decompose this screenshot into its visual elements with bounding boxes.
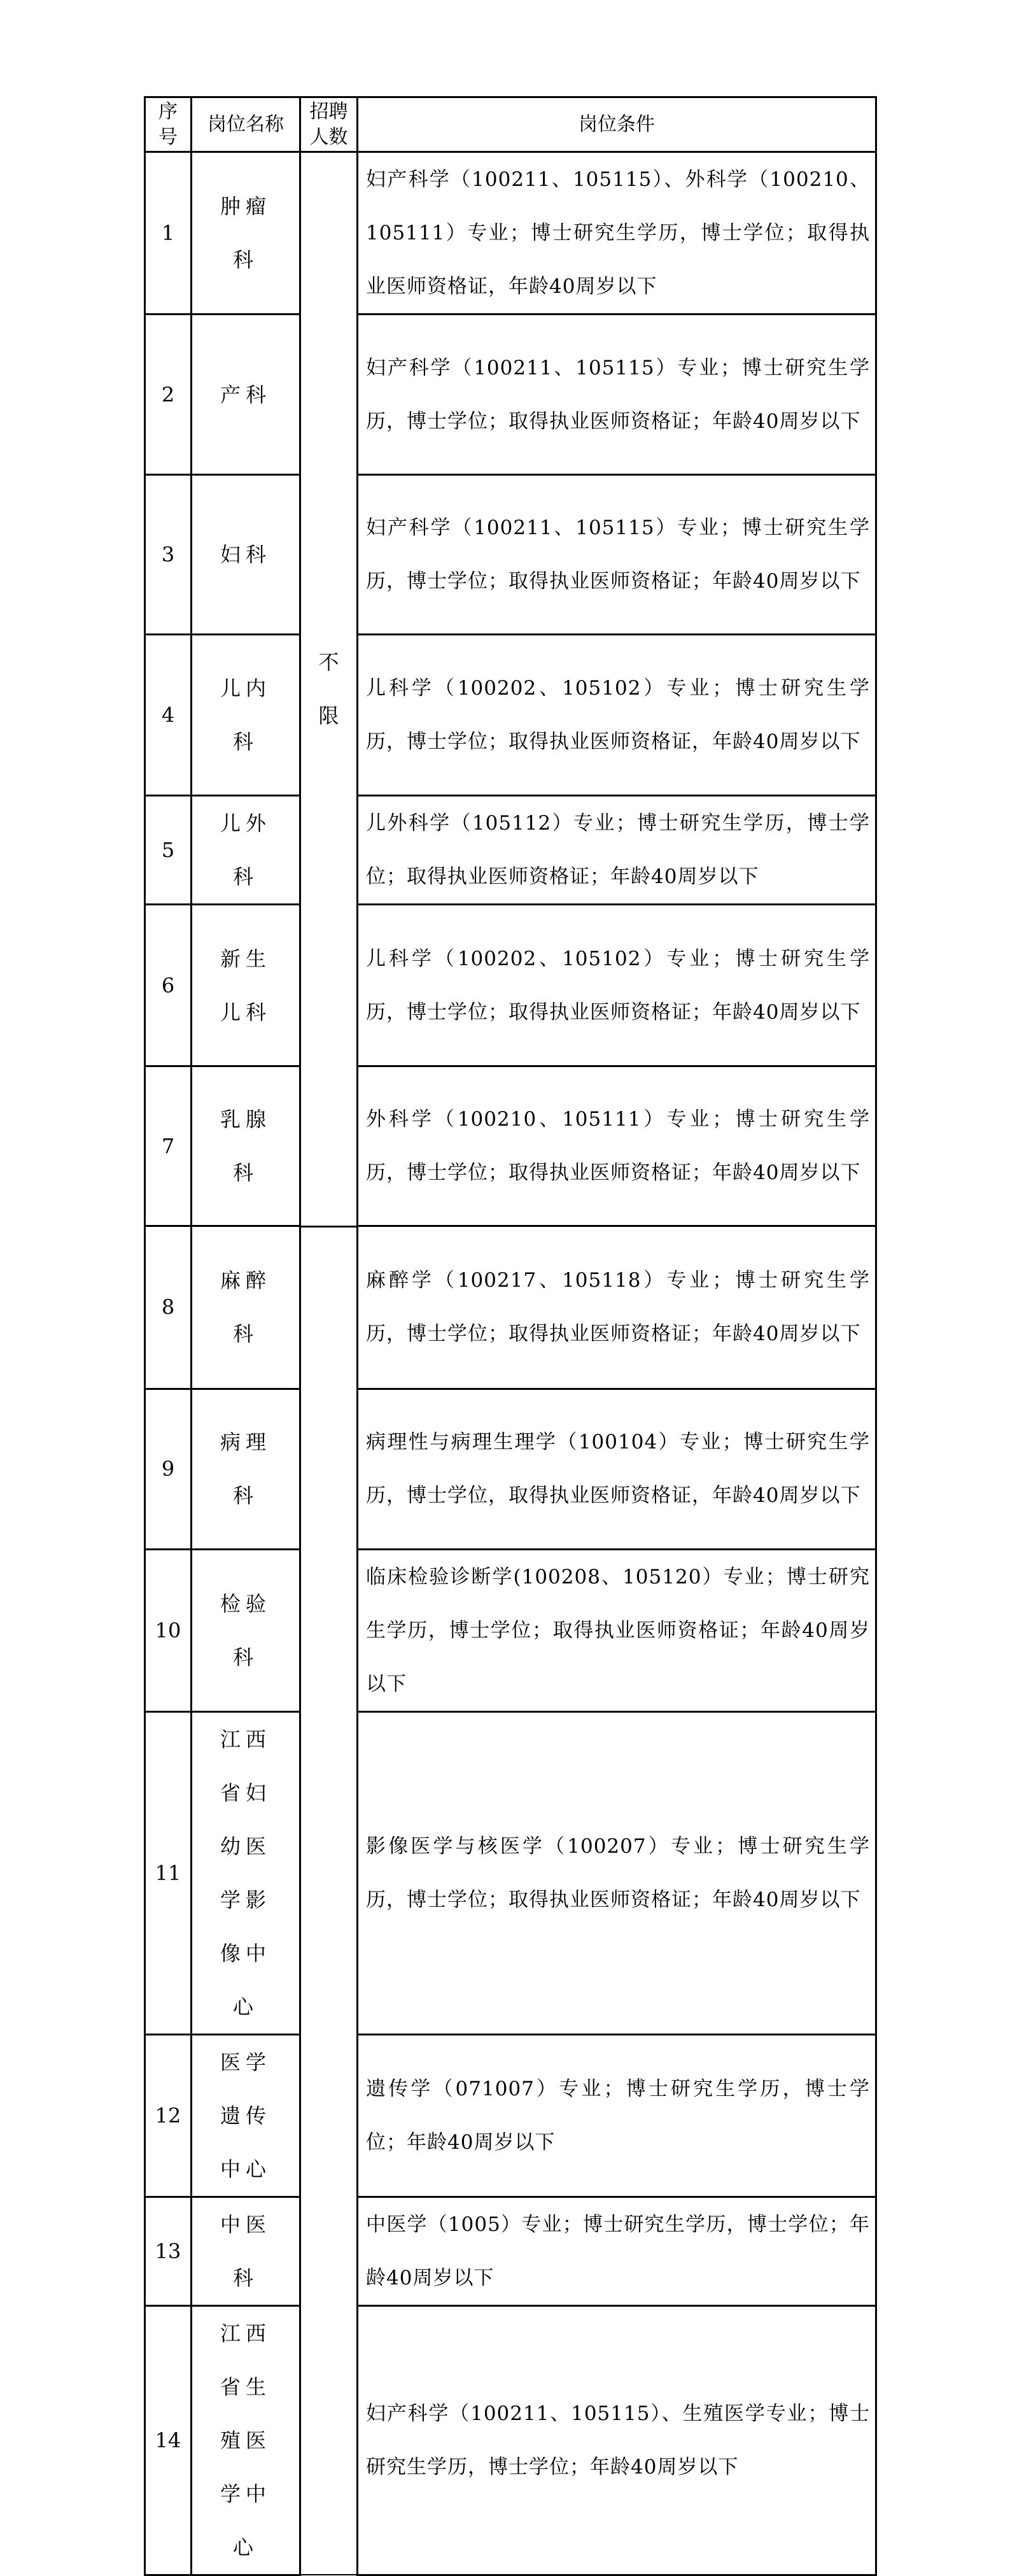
row-position: 江西省妇幼医学影像中心 — [192, 1711, 300, 2034]
row-position: 医学遗传中心 — [192, 2034, 300, 2197]
table-row — [145, 2197, 876, 2305]
row-position: 儿内科 — [192, 635, 300, 796]
row-no: 11 — [145, 1711, 192, 2034]
table-row — [145, 635, 876, 796]
row-conditions: 病理性与病理生理学（100104）专业；博士研究生学历，博士学位，取得执业医师资格证，年龄40周岁以下 — [358, 1389, 876, 1549]
table-row — [145, 1066, 876, 1226]
row-conditions: 影像医学与核医学（100207）专业；博士研究生学历，博士学位；取得执业医师资格证；年龄40周岁以下 — [358, 1711, 876, 2034]
table-row — [145, 1389, 876, 1549]
row-position: 肿瘤科 — [192, 152, 300, 315]
row-conditions: 儿科学（100202、105102）专业；博士研究生学历，博士学位；取得执业医师资格证；年龄40周岁以下 — [358, 905, 876, 1066]
row-no: 4 — [145, 635, 192, 796]
row-no: 2 — [145, 315, 192, 475]
row-conditions: 妇产科学（100211、105115）专业；博士研究生学历，博士学位；取得执业医师资格证；年龄40周岁以下 — [358, 315, 876, 475]
row-conditions: 中医学（1005）专业；博士研究生学历，博士学位；年龄40周岁以下 — [358, 2197, 876, 2305]
header-position: 岗位名称 — [192, 97, 300, 152]
table-row — [145, 2305, 876, 2575]
row-no: 14 — [145, 2305, 192, 2575]
row-position: 妇科 — [192, 475, 300, 635]
header-headcount: 招聘人数 — [300, 97, 358, 152]
row-conditions: 妇产科学（100211、105115）、外科学（100210、105111）专业；博士研究生学历，博士学位；取得执业医师资格证，年龄40周岁以下 — [358, 152, 876, 315]
headcount-value: 不限 — [318, 650, 339, 728]
row-position: 麻醉科 — [192, 1227, 300, 1389]
row-no: 12 — [145, 2034, 192, 2197]
table-row — [145, 315, 876, 475]
table-row — [145, 475, 876, 635]
row-conditions: 临床检验诊断学(100208、105120）专业；博士研究生学历，博士学位；取得执业医师资格证；年龄40周岁以下 — [358, 1549, 876, 1711]
row-no: 5 — [145, 796, 192, 905]
row-position: 儿外科 — [192, 796, 300, 905]
row-position: 中医科 — [192, 2197, 300, 2305]
table-row — [145, 2034, 876, 2197]
row-conditions: 麻醉学（100217、105118）专业；博士研究生学历，博士学位；取得执业医师资格证；年龄40周岁以下 — [358, 1227, 876, 1389]
row-no: 6 — [145, 905, 192, 1066]
table-row — [145, 905, 876, 1066]
row-position: 病理科 — [192, 1389, 300, 1549]
row-position: 江西省生殖医学中心 — [192, 2305, 300, 2575]
row-position: 新生儿科 — [192, 905, 300, 1066]
row-conditions: 儿外科学（105112）专业；博士研究生学历，博士学位；取得执业医师资格证；年龄40周岁以下 — [358, 796, 876, 905]
table-row — [145, 796, 876, 905]
table-row — [145, 1227, 876, 1389]
header-conditions: 岗位条件 — [358, 97, 876, 152]
row-no: 9 — [145, 1389, 192, 1549]
row-conditions: 儿科学（100202、105102）专业；博士研究生学历，博士学位；取得执业医师资格证，年龄40周岁以下 — [358, 635, 876, 796]
row-position: 乳腺科 — [192, 1066, 300, 1226]
row-conditions: 外科学（100210、105111）专业；博士研究生学历，博士学位；取得执业医师资格证；年龄40周岁以下 — [358, 1066, 876, 1226]
row-no: 13 — [145, 2197, 192, 2305]
row-no: 7 — [145, 1066, 192, 1226]
table-row — [145, 1711, 876, 2034]
table-row — [145, 1549, 876, 1711]
row-conditions: 遗传学（071007）专业；博士研究生学历，博士学位；年龄40周岁以下 — [358, 2034, 876, 2197]
headcount-group-1 — [300, 152, 358, 1226]
row-no: 10 — [145, 1549, 192, 1711]
row-conditions: 妇产科学（100211、105115）专业；博士研究生学历，博士学位；取得执业医师资格证；年龄40周岁以下 — [358, 475, 876, 635]
recruitment-table-part-2 — [144, 1226, 877, 2576]
headcount-group-2 — [300, 1227, 358, 2575]
table-row — [145, 152, 876, 315]
recruitment-table-part-1 — [144, 96, 877, 1227]
row-position: 产科 — [192, 315, 300, 475]
header-no: 序号 — [145, 97, 192, 152]
row-no: 1 — [145, 152, 192, 315]
row-position: 检验科 — [192, 1549, 300, 1711]
row-conditions: 妇产科学（100211、105115）、生殖医学专业；博士研究生学历，博士学位；年龄40周岁以下 — [358, 2305, 876, 2575]
row-no: 3 — [145, 475, 192, 635]
table-header-row — [145, 97, 876, 152]
row-no: 8 — [145, 1227, 192, 1389]
